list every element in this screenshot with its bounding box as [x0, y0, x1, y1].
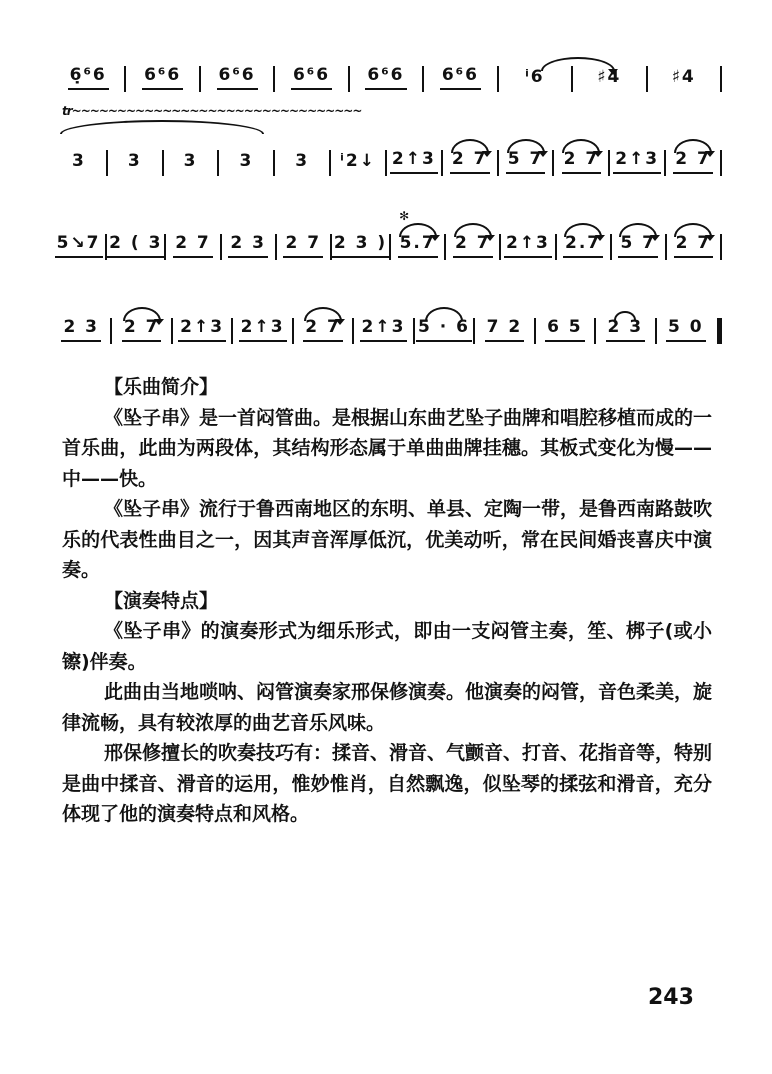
- note-group: 6̣⁶6: [68, 65, 109, 90]
- measure: [424, 65, 496, 94]
- slur-arc: [614, 311, 636, 320]
- measure: [610, 149, 664, 178]
- slur-arc: [507, 139, 545, 153]
- note-group: ⁱ2↓: [340, 151, 376, 171]
- measure: [354, 317, 412, 346]
- measure: [219, 151, 273, 178]
- arrow-head-icon: [154, 319, 164, 325]
- page-number: 243: [648, 985, 694, 1010]
- measure: [446, 233, 499, 262]
- note-group: 2 3: [228, 233, 268, 258]
- arrow-head-icon: [705, 235, 715, 241]
- arrow-head-icon: [593, 151, 603, 157]
- note-group: 5 7: [506, 149, 546, 174]
- measure: [108, 151, 162, 178]
- section-heading-performance: 【演奏特点】: [104, 589, 219, 612]
- note-group: 2 7: [450, 149, 490, 174]
- slur-arc: [454, 223, 492, 237]
- slur-arc: [674, 139, 712, 153]
- measure: [387, 149, 441, 178]
- note-group: ♯4: [671, 67, 696, 87]
- measure: [443, 149, 497, 178]
- arrow-head-icon: [430, 235, 440, 241]
- measure: [501, 233, 554, 262]
- measure: [52, 317, 110, 346]
- performance-paragraph-3: 邢保修擅长的吹奏技巧有：揉音、滑音、气颤音、打音、花指音等，特别是曲中揉音、滑音的运用，惟妙惟肖，自然飘逸，似坠琴的揉弦和滑音，充分体现了他的演奏特点和风格。: [62, 742, 713, 825]
- note-group: 3: [183, 151, 198, 171]
- measure: [391, 209, 444, 262]
- note-group: 6⁶6: [142, 65, 183, 90]
- measure: [275, 151, 329, 178]
- note-group: ⁱ6: [525, 67, 545, 87]
- slur-arc: [674, 223, 712, 237]
- note-group: 2 7: [122, 317, 162, 342]
- measure: [222, 233, 275, 262]
- measure: [52, 65, 124, 94]
- note-group: 6⁶6: [440, 65, 481, 90]
- measure: [332, 233, 389, 262]
- note-group: 2 3: [61, 317, 101, 342]
- note-group: 2 7: [562, 149, 602, 174]
- measure: [612, 233, 665, 262]
- note-group: 2 7: [673, 149, 713, 174]
- barline: [720, 234, 722, 260]
- jianpu-score: [52, 48, 722, 384]
- note-group: 5 7: [618, 233, 658, 258]
- arrow-head-icon: [650, 235, 660, 241]
- measure: [107, 233, 164, 262]
- measure: [166, 233, 219, 262]
- note-group: 2 7: [173, 233, 213, 258]
- measure: [554, 149, 608, 178]
- note-group: 7 2: [485, 317, 525, 342]
- measure: [350, 65, 422, 94]
- measure: [275, 65, 347, 94]
- note-group: 2 3: [606, 317, 646, 342]
- measure: [277, 233, 330, 262]
- barline: [720, 150, 722, 176]
- measure: [648, 67, 720, 94]
- note-group: 3: [71, 151, 86, 171]
- measure: [499, 149, 553, 178]
- note-group: 2↑3: [613, 149, 661, 174]
- measure: [164, 151, 218, 178]
- slur-arc: [562, 139, 600, 153]
- arrow-head-icon: [335, 319, 345, 325]
- section-heading-intro: 【乐曲简介】: [104, 376, 219, 398]
- measure: [499, 67, 571, 94]
- arrow-head-icon: [538, 151, 548, 157]
- note-group: 6⁶6: [291, 65, 332, 90]
- note-group: 2 7: [303, 317, 343, 342]
- arrow-head-icon: [482, 151, 492, 157]
- measure: [126, 65, 198, 94]
- measure: [233, 317, 291, 346]
- slur-arc: [123, 307, 161, 321]
- arrow-head-icon: [595, 235, 605, 241]
- note-group: 2↑3: [504, 233, 552, 258]
- measure: [52, 151, 106, 178]
- measure: [667, 233, 720, 262]
- measure: [475, 317, 533, 346]
- note-group: 2↑3: [239, 317, 287, 342]
- score-row: [52, 209, 722, 262]
- measure: [415, 317, 473, 346]
- intro-paragraph-2: 《坠子串》流行于鲁西南地区的东明、单县、定陶一带，是鲁西南路鼓吹乐的代表性曲目之一，因其声音浑厚低沉，优美动听，常在民间婚丧喜庆中演奏。: [62, 498, 713, 581]
- note-group: 2↑3: [360, 317, 408, 342]
- note-group: 2 ( 3: [107, 233, 164, 258]
- slur-arc: [304, 307, 342, 321]
- measure: [331, 151, 385, 178]
- note-group: 3: [127, 151, 142, 171]
- arrow-head-icon: [705, 151, 715, 157]
- note-group: 5 0: [666, 317, 706, 342]
- measure: [112, 317, 170, 346]
- tie-arc: [60, 120, 264, 134]
- note-group: 5 · 6: [416, 317, 472, 342]
- note-group: 3: [239, 151, 254, 171]
- note-group: 2↑3: [390, 149, 438, 174]
- intro-paragraph-1: 《坠子串》是一首闷管曲。是根据山东曲艺坠子曲牌和唱腔移植而成的一首乐曲，此曲为两段体，其结构形态属于单曲曲牌挂穗。其板式变化为慢——中——快。: [62, 406, 713, 490]
- measure: [173, 317, 231, 346]
- note-group: 2 7: [283, 233, 323, 258]
- flower-finger-mark-icon: ✻: [399, 209, 410, 223]
- slur-arc: [564, 223, 602, 237]
- slur-arc: [451, 139, 489, 153]
- note-group: ♯4: [597, 67, 622, 87]
- note-group: 2 7: [453, 233, 493, 258]
- note-group: 5↘7: [55, 233, 103, 258]
- measure: [657, 317, 715, 346]
- measure: [536, 317, 594, 346]
- barline: [720, 66, 722, 92]
- measure: [666, 149, 720, 178]
- article-body: [62, 372, 712, 830]
- score-row: [52, 48, 722, 94]
- note-group: 2 7: [674, 233, 714, 258]
- measure: [52, 233, 105, 262]
- note-group: 2.7: [563, 233, 603, 258]
- score-row: [52, 104, 722, 178]
- slur-arc: [399, 223, 437, 237]
- note-group: 2↑3: [178, 317, 226, 342]
- score-row: [52, 300, 722, 346]
- slur-arc: [619, 223, 657, 237]
- note-group: 5.7: [398, 233, 438, 258]
- note-group: 6⁶6: [365, 65, 406, 90]
- measure: [596, 317, 654, 346]
- performance-paragraph-2: 此曲由当地唢呐、闷管演奏家邢保修演奏。他演奏的闷管，音色柔美，旋律流畅，具有较浓厚的曲艺音乐风味。: [62, 681, 713, 734]
- trill-ornament: tr~~~~~~~~~~~~~~~~~~~~~~~~~~~~~~~~: [62, 104, 362, 118]
- measure: [294, 317, 352, 346]
- measure: [573, 67, 645, 94]
- note-group: 3: [295, 151, 310, 171]
- note-group: 2 3 ): [332, 233, 389, 258]
- measure: [557, 233, 610, 262]
- measure: [201, 65, 273, 94]
- note-group: 6 5: [545, 317, 585, 342]
- final-barline: [717, 318, 722, 344]
- arrow-head-icon: [485, 235, 495, 241]
- note-group: 6⁶6: [217, 65, 258, 90]
- performance-paragraph-1: 《坠子串》的演奏形式为细乐形式，即由一支闷管主奏，笙、梆子(或小镲)伴奏。: [62, 620, 712, 673]
- slur-arc: [425, 307, 463, 321]
